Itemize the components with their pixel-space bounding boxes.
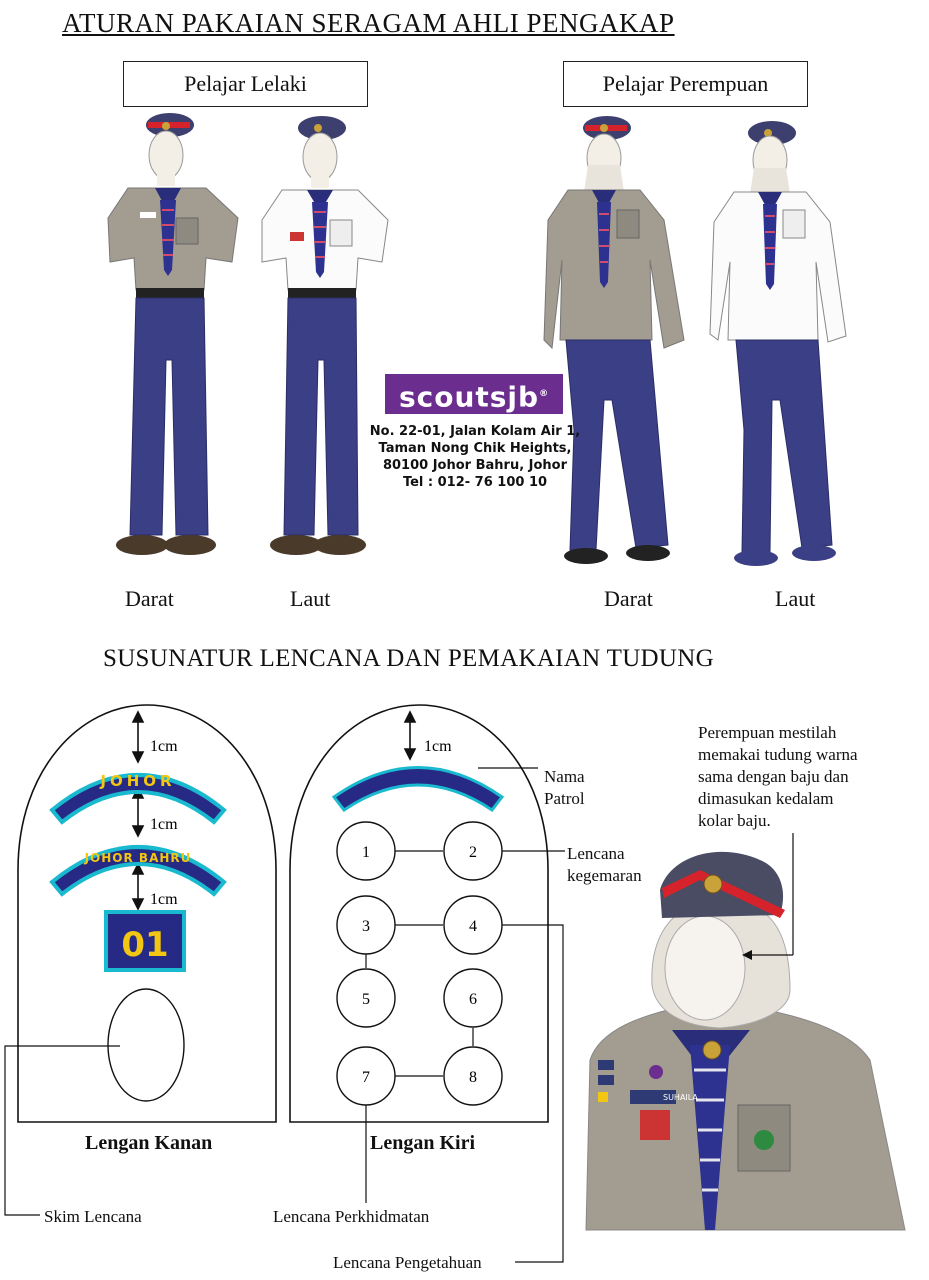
badge-slot-6: 6 — [469, 991, 477, 1008]
knowledge-badge-label: Lencana Pengetahuan — [333, 1253, 482, 1272]
female-land-uniform-figure — [544, 116, 684, 564]
female-laut-label: Laut — [775, 586, 816, 611]
right-arm-gap-2: 1cm — [150, 816, 178, 833]
right-arm-title: Lengan Kanan — [85, 1132, 213, 1154]
male-laut-label: Laut — [290, 586, 331, 611]
address-line: 80100 Johor Bahru, Johor — [382, 458, 568, 473]
male-darat-label: Darat — [125, 586, 174, 611]
page-title: ATURAN PAKAIAN SERAGAM AHLI PENGAKAP — [62, 8, 675, 38]
shop-address — [360, 423, 590, 491]
hijab-figure-illustration — [586, 833, 905, 1230]
badge-slot-5: 5 — [362, 991, 370, 1008]
state-badge-text: JOHOR — [100, 772, 176, 790]
left-arm-gap: 1cm — [424, 738, 452, 755]
address-line: Taman Nong Chik Heights, — [378, 441, 572, 456]
address-line: No. 22-01, Jalan Kolam Air 1, — [369, 424, 581, 439]
female-darat-label: Darat — [604, 586, 653, 611]
badge-slot-4: 4 — [469, 918, 477, 935]
badge-slot-3: 3 — [362, 918, 370, 935]
troop-number: 01 — [121, 925, 169, 965]
address-line: Tel : 012- 76 100 10 — [402, 475, 548, 490]
tudung-note: Perempuan mestilah memakai tudung warna sama dengan baju dan dimasukan kedalam kolar baju. — [698, 723, 858, 830]
hobby-badge-label: Lencana kegemaran — [567, 844, 642, 885]
male-land-uniform-figure — [108, 113, 238, 555]
name-tag-text: SUHAILA — [663, 1093, 698, 1102]
badge-slot-1: 1 — [362, 844, 370, 861]
service-badge-label: Lencana Perkhidmatan — [273, 1207, 430, 1226]
patrol-name-label: Nama Patrol — [544, 767, 585, 808]
right-arm-gap-3: 1cm — [150, 891, 178, 908]
section-title: SUSUNATUR LENCANA DAN PEMAKAIAN TUDUNG — [103, 645, 714, 672]
female-students-label: Pelajar Perempuan — [563, 61, 808, 107]
male-students-label: Pelajar Lelaki — [123, 61, 368, 107]
left-arm-title: Lengan Kiri — [370, 1132, 476, 1154]
badge-slot-8: 8 — [469, 1069, 477, 1086]
female-sea-uniform-figure — [710, 121, 846, 566]
badge-slot-2: 2 — [469, 844, 477, 861]
scheme-badge-label: Skim Lencana — [44, 1207, 142, 1226]
left-arm-diagram — [290, 705, 565, 1262]
district-badge-text: JOHOR BAHRU — [84, 851, 192, 865]
right-arm-gap-1: 1cm — [150, 738, 178, 755]
scoutsjb-logo: scoutsjb® — [385, 374, 563, 414]
badge-slot-7: 7 — [362, 1069, 370, 1086]
